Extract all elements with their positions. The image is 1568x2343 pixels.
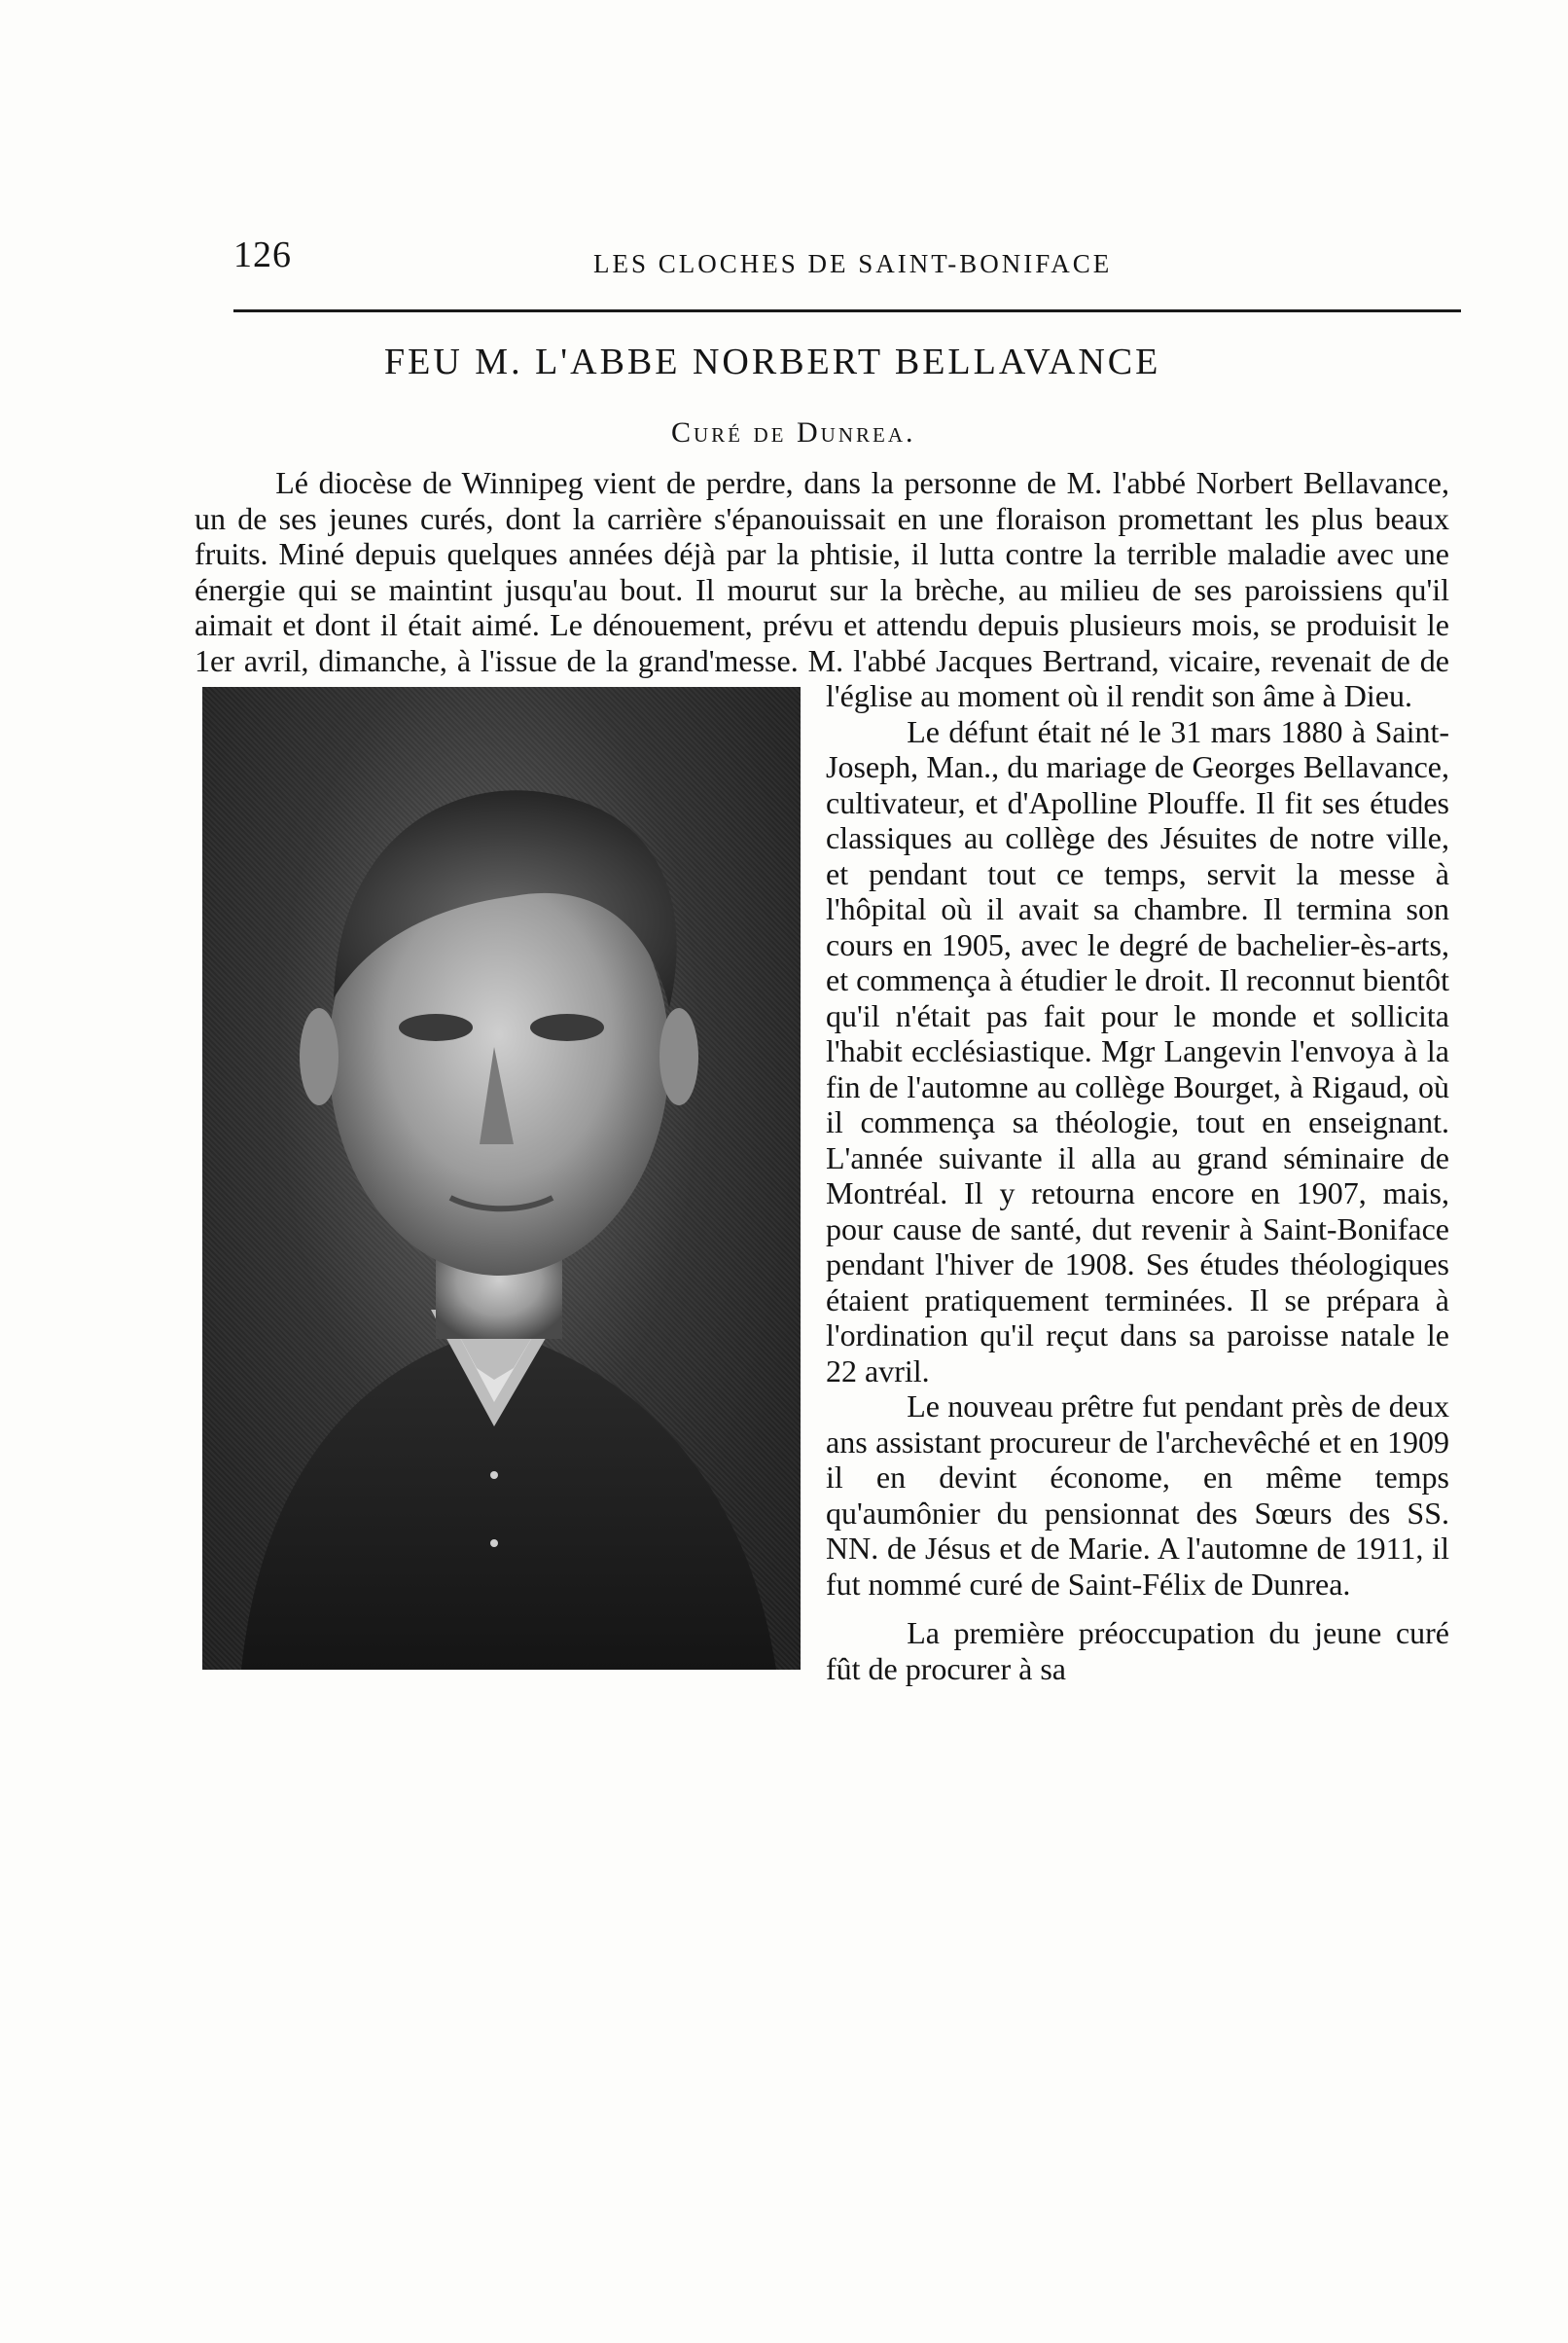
portrait-photo [202, 687, 801, 1670]
running-title: LES CLOCHES DE SAINT-BONIFACE [593, 249, 1113, 278]
article-subtitle: Curé de Dunrea. [671, 416, 916, 449]
article-body [195, 465, 1449, 1686]
page-number: 126 [233, 234, 292, 275]
article-title: FEU M. L'ABBE NORBERT BELLAVANCE [384, 342, 1161, 382]
paragraph-3: Le nouveau prêtre fut pendant près de deux ans assistant procureur de l'archevêché et en 1909 il en devint économe, en même temps qu'aumônier du pensionnat des Sœurs des SS. NN. de Jésus et de Marie. A l'automne de 1911, il fut nommé curé de Saint-Félix de Dunrea. [826, 1388, 1449, 1602]
paragraph-1: Lé diocèse de Winnipeg vient de perdre, dans la personne de M. l'abbé Norbert Bellavance, un de ses jeunes curés, dont la carrière s'épanouissait en une floraison promettant les plus beaux fruits. Miné depuis quelques années déjà par la phtisie, il lutta contre la terrible maladie avec une énergie qui se maintint jusqu'au bout. Il mourut sur la brèche, au milieu de ses paroissiens qu'il aimait et dont il était aimé. Le dénouement, prévu et attendu depuis plusieurs mois, se produisit le 1er avril, dimanche, à l'issue de la grand'messe. M. l'abbé Jacques Bertrand, vicaire, revenait de de l'église au moment où il rendit son âme à Dieu. [195, 465, 1449, 713]
paragraph-2: Le défunt était né le 31 mars 1880 à Saint-Joseph, Man., du mariage de Georges Bellavance, cultivateur, et d'Apolline Plouffe. Il fit ses études classiques au collège des Jésuites de notre ville, et pendant tout ce temps, servit la messe à l'hôpital où il avait sa chambre. Il termina son cours en 1905, avec le degré de bachelier-ès-arts, et commença à étudier le droit. Il reconnut bientôt qu'il n'était pas fait pour le monde et sollicita l'habit ecclésiastique. Mgr Langevin l'envoya à la fin de l'automne au collège Bourget, à Rigaud, où il commença sa théologie, tout en enseignant. L'année suivante il alla au grand séminaire de Montréal. Il y retourna encore en 1907, mais, pour cause de santé, dut revenir à Saint-Boniface pendant l'hiver de 1908. Ses études théologiques étaient pratiquement terminées. Il se prépara à l'ordination qu'il reçut dans sa paroisse natale le 22 avril. [826, 713, 1449, 1388]
running-head [233, 234, 1459, 292]
portrait-illustration [202, 687, 801, 1670]
paragraph-4: La première préoccupation du jeune curé fût de procurer à sa [826, 1615, 1449, 1686]
header-rule [233, 309, 1461, 312]
